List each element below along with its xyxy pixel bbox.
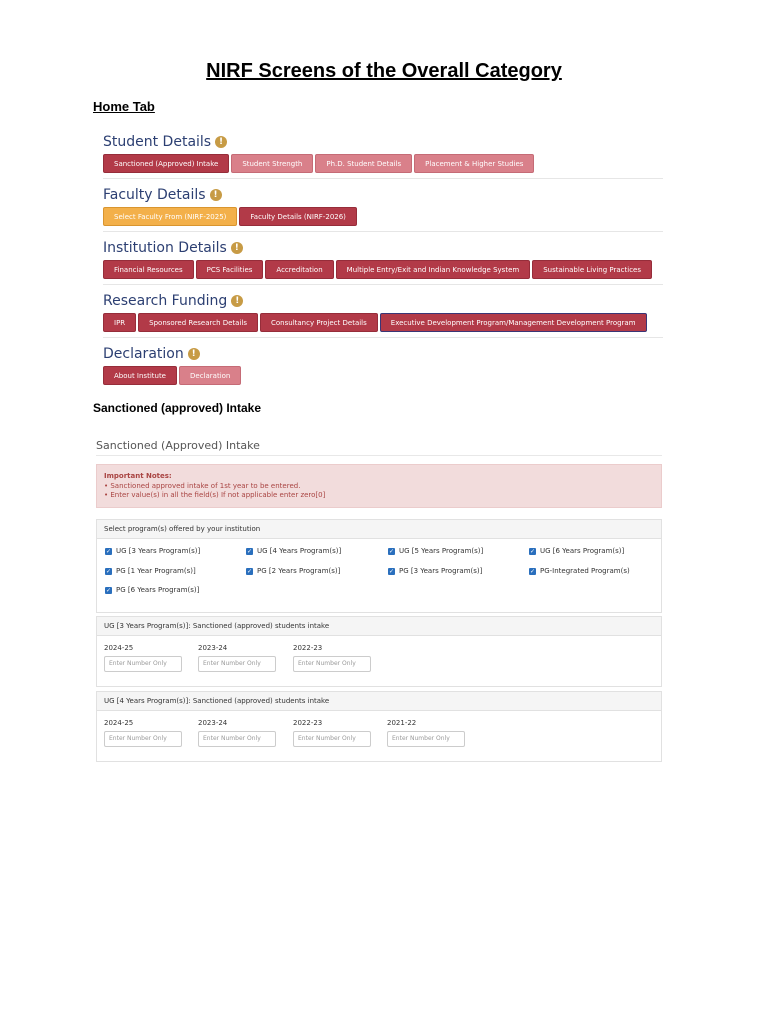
ug4-intake-input-2024-25[interactable]: Enter Number Only bbox=[104, 731, 182, 747]
exclamation-icon[interactable]: ! bbox=[215, 136, 227, 148]
program-checkbox-ug3[interactable] bbox=[105, 547, 200, 555]
ug3-intake-input-2023-24[interactable]: Enter Number Only bbox=[198, 656, 276, 672]
checkmark-icon: ✓ bbox=[105, 567, 112, 575]
multiple-entry-exit-button[interactable]: Multiple Entry/Exit and Indian Knowledge System bbox=[336, 260, 531, 279]
research-funding-title: Research Funding bbox=[103, 293, 228, 309]
program-label: PG [1 Year Program(s)] bbox=[116, 567, 196, 575]
form-divider bbox=[96, 455, 662, 456]
year-label: 2024-25 bbox=[104, 719, 134, 727]
year-label: 2023-24 bbox=[198, 719, 228, 727]
student-details-title: Student Details bbox=[103, 134, 212, 150]
sustainable-living-button[interactable]: Sustainable Living Practices bbox=[532, 260, 652, 279]
programs-panel bbox=[96, 519, 662, 613]
exclamation-icon[interactable]: ! bbox=[231, 295, 243, 307]
declaration-title: Declaration bbox=[103, 346, 184, 362]
institution-details-title: Institution Details bbox=[103, 240, 227, 256]
student-details-section bbox=[103, 133, 663, 173]
ug3-intake-heading: UG [3 Years Program(s)]: Sanctioned (approved) students intake bbox=[97, 617, 661, 636]
document-title: NIRF Screens of the Overall Category bbox=[206, 60, 562, 82]
checkmark-icon: ✓ bbox=[105, 586, 112, 594]
ipr-button[interactable]: IPR bbox=[103, 313, 136, 332]
checkmark-icon: ✓ bbox=[246, 567, 253, 575]
accreditation-button[interactable]: Accreditation bbox=[265, 260, 333, 279]
phd-student-details-button[interactable]: Ph.D. Student Details bbox=[315, 154, 412, 173]
sanctioned-intake-button[interactable]: Sanctioned (Approved) Intake bbox=[103, 154, 229, 173]
exclamation-icon[interactable]: ! bbox=[210, 189, 222, 201]
program-label: UG [3 Years Program(s)] bbox=[116, 547, 201, 555]
year-label: 2023-24 bbox=[198, 644, 228, 652]
program-checkbox-ug5[interactable] bbox=[388, 547, 483, 555]
faculty-details-section bbox=[103, 186, 663, 226]
program-label: PG-Integrated Program(s) bbox=[540, 567, 630, 575]
program-checkbox-pg6[interactable] bbox=[105, 586, 199, 594]
form-title: Sanctioned (Approved) Intake bbox=[96, 439, 260, 452]
section-title bbox=[103, 133, 663, 151]
year-label: 2024-25 bbox=[104, 644, 134, 652]
program-checkbox-pg-integrated[interactable] bbox=[529, 567, 630, 575]
program-label: UG [4 Years Program(s)] bbox=[257, 547, 342, 555]
faculty-details-title: Faculty Details bbox=[103, 187, 206, 203]
financial-resources-button[interactable]: Financial Resources bbox=[103, 260, 194, 279]
exclamation-icon[interactable]: ! bbox=[188, 348, 200, 360]
note-item: • Enter value(s) in all the field(s) If not applicable enter zero[0] bbox=[104, 491, 326, 499]
ug4-intake-heading: UG [4 Years Program(s)]: Sanctioned (approved) students intake bbox=[97, 692, 661, 711]
notes-heading: Important Notes: bbox=[104, 472, 172, 480]
pcs-facilities-button[interactable]: PCS Facilities bbox=[196, 260, 264, 279]
sponsored-research-button[interactable]: Sponsored Research Details bbox=[138, 313, 258, 332]
about-institute-button[interactable]: About Institute bbox=[103, 366, 177, 385]
program-label: PG [3 Years Program(s)] bbox=[399, 567, 483, 575]
faculty-details-button[interactable]: Faculty Details (NIRF-2026) bbox=[239, 207, 357, 226]
ug4-intake-panel bbox=[96, 691, 662, 762]
checkmark-icon: ✓ bbox=[105, 547, 112, 555]
section-divider bbox=[103, 337, 663, 338]
program-checkbox-pg1[interactable] bbox=[105, 567, 196, 575]
section-divider bbox=[103, 231, 663, 232]
sanctioned-intake-heading: Sanctioned (approved) Intake bbox=[93, 401, 262, 415]
ug4-intake-input-2023-24[interactable]: Enter Number Only bbox=[198, 731, 276, 747]
declaration-button[interactable]: Declaration bbox=[179, 366, 241, 385]
ug3-intake-input-2024-25[interactable]: Enter Number Only bbox=[104, 656, 182, 672]
year-label: 2021-22 bbox=[387, 719, 417, 727]
program-label: PG [2 Years Program(s)] bbox=[257, 567, 341, 575]
ug3-intake-panel bbox=[96, 616, 662, 687]
section-divider bbox=[103, 284, 663, 285]
program-label: UG [6 Years Program(s)] bbox=[540, 547, 625, 555]
placement-higher-studies-button[interactable]: Placement & Higher Studies bbox=[414, 154, 534, 173]
program-checkbox-pg3[interactable] bbox=[388, 567, 482, 575]
program-checkbox-pg2[interactable] bbox=[246, 567, 340, 575]
consultancy-project-button[interactable]: Consultancy Project Details bbox=[260, 313, 378, 332]
student-strength-button[interactable]: Student Strength bbox=[231, 154, 313, 173]
year-label: 2022-23 bbox=[293, 719, 323, 727]
important-notes bbox=[96, 464, 662, 508]
executive-development-button[interactable]: Executive Development Program/Management Development Program bbox=[380, 313, 647, 332]
ug3-intake-input-2022-23[interactable]: Enter Number Only bbox=[293, 656, 371, 672]
ug4-intake-input-2022-23[interactable]: Enter Number Only bbox=[293, 731, 371, 747]
program-label: UG [5 Years Program(s)] bbox=[399, 547, 484, 555]
checkmark-icon: ✓ bbox=[388, 567, 395, 575]
section-divider bbox=[103, 178, 663, 179]
declaration-section bbox=[103, 345, 663, 385]
year-label: 2022-23 bbox=[293, 644, 323, 652]
select-faculty-button[interactable]: Select Faculty From (NIRF-2025) bbox=[103, 207, 237, 226]
program-checkbox-ug6[interactable] bbox=[529, 547, 624, 555]
exclamation-icon[interactable]: ! bbox=[231, 242, 243, 254]
home-tab-heading: Home Tab bbox=[93, 99, 155, 114]
program-checkbox-ug4[interactable] bbox=[246, 547, 341, 555]
checkmark-icon: ✓ bbox=[388, 547, 395, 555]
checkmark-icon: ✓ bbox=[246, 547, 253, 555]
note-item: • Sanctioned approved intake of 1st year to be entered. bbox=[104, 481, 301, 490]
research-funding-section bbox=[103, 292, 663, 332]
program-label: PG [6 Years Program(s)] bbox=[116, 586, 200, 594]
checkmark-icon: ✓ bbox=[529, 547, 536, 555]
programs-heading: Select program(s) offered by your institution bbox=[97, 520, 661, 539]
checkmark-icon: ✓ bbox=[529, 567, 536, 575]
institution-details-section bbox=[103, 239, 663, 279]
ug4-intake-input-2021-22[interactable]: Enter Number Only bbox=[387, 731, 465, 747]
